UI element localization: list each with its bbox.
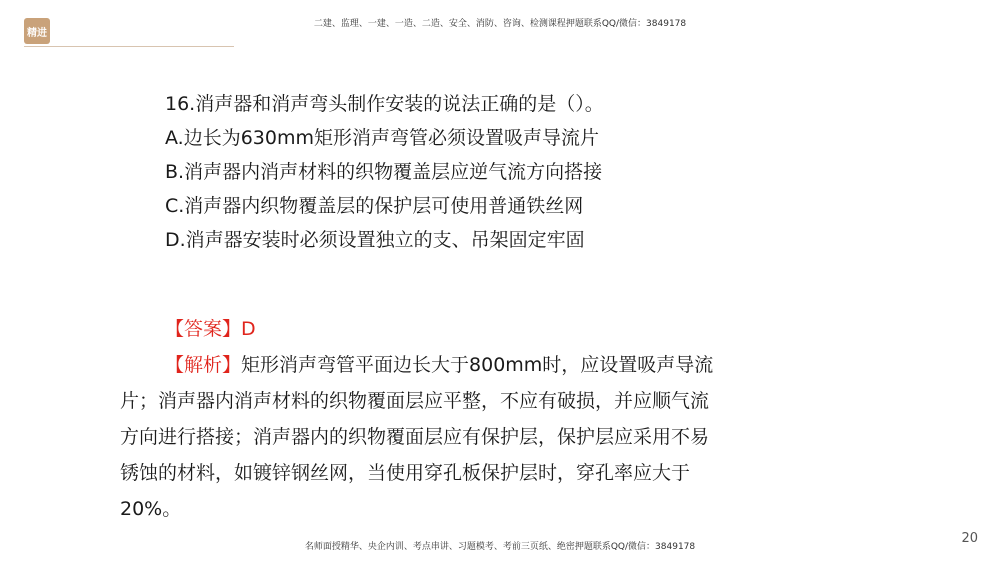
explanation-line-2: 片；消声器内消声材料的织物覆面层应平整，不应有破损，并应顺气流 bbox=[120, 390, 710, 412]
question-stem: 16.消声器和消声弯头制作安装的说法正确的是（）。 bbox=[165, 93, 604, 115]
explanation-label: 【解析】 bbox=[165, 354, 242, 376]
footer-banner: 名师面授精华、央企内训、考点串讲、习题模考、考前三页纸、绝密押题联系QQ/微信：3849178 bbox=[304, 542, 696, 552]
logo-badge bbox=[24, 18, 50, 44]
question-block bbox=[165, 87, 805, 257]
explanation-text-1: 矩形消声弯管平面边长大于800mm时，应设置吸声导流 bbox=[241, 354, 714, 376]
option-b: B.消声器内消声材料的织物覆盖层应逆气流方向搭接 bbox=[165, 161, 603, 183]
logo-text: 精进 bbox=[27, 27, 47, 39]
explanation-line-4: 锈蚀的材料，如镀锌钢丝网，当使用穿孔板保护层时，穿孔率应大于 bbox=[120, 462, 691, 484]
page-number: 20 bbox=[961, 531, 978, 546]
option-d: D.消声器安装时必须设置独立的支、吊架固定牢固 bbox=[165, 229, 585, 251]
header-divider bbox=[24, 46, 234, 47]
answer-value: D bbox=[241, 318, 256, 340]
explanation-line-3: 方向进行搭接；消声器内的织物覆面层应有保护层，保护层应采用不易 bbox=[120, 426, 710, 448]
answer-block bbox=[120, 311, 810, 527]
explanation-line-5: 20%。 bbox=[120, 498, 182, 520]
explanation-line-1 bbox=[120, 347, 810, 383]
option-a: A.边长为630mm矩形消声弯管必须设置吸声导流片 bbox=[165, 127, 599, 149]
header-banner: 二建、监理、一建、一造、二造、安全、消防、咨询、检测课程押题联系QQ/微信：3849178 bbox=[313, 19, 687, 29]
option-c: C.消声器内织物覆盖层的保护层可使用普通铁丝网 bbox=[165, 195, 584, 217]
answer-label: 【答案】 bbox=[165, 318, 242, 340]
answer-line bbox=[120, 311, 810, 347]
